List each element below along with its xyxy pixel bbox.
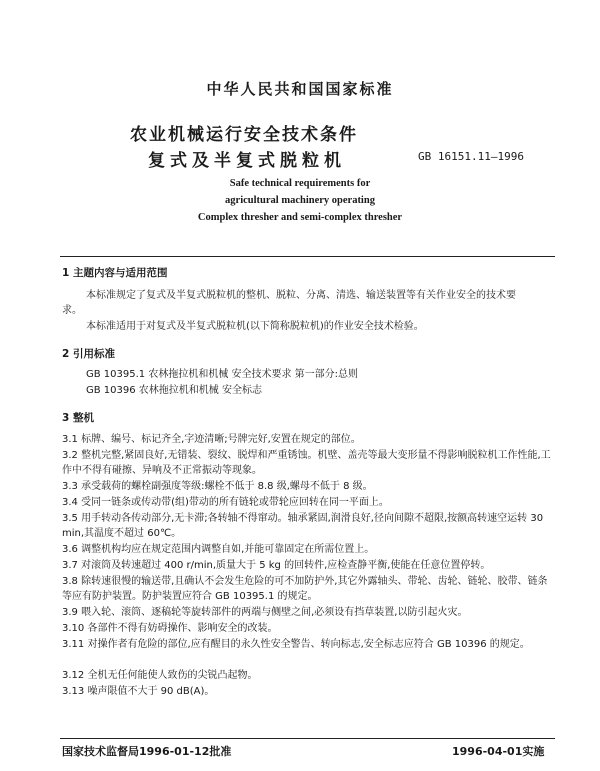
standard-code: GB 16151.11—1996 xyxy=(418,150,524,163)
section-1-para1-line1: 本标准规定了复式及半复式脱粒机的整机、脱粒、分离、清选、输送装置等有关作业安全的技术要 xyxy=(86,290,516,301)
implementation-date: 1996-04-01实施 xyxy=(452,745,545,758)
standard-title-line2: 复式及半复式脱粒机 xyxy=(148,151,346,171)
clause-3-9: 3.9 喂入轮、滚筒、逐稿轮等旋转部件的两端与侧壁之间,必须设有挡草装置,以防引起火灾。 xyxy=(62,607,468,618)
bottom-divider xyxy=(60,738,555,739)
reference-gb10396: GB 10396 农林拖拉机和机械 安全标志 xyxy=(86,385,262,396)
clause-3-1: 3.1 标牌、编号、标记齐全,字迹清晰;号牌完好,安置在规定的部位。 xyxy=(62,434,361,445)
national-standard-label: 中华人民共和国国家标准 xyxy=(206,80,394,98)
clause-3-10: 3.10 各部件不得有妨碍操作、影响安全的改装。 xyxy=(62,623,278,634)
section-2-heading: 2 引用标准 xyxy=(62,348,115,360)
clause-3-7: 3.7 对滚筒及转速超过 400 r/min,质量大于 5 kg 的回转件,应检查静平衡,使能在任意位置停转。 xyxy=(62,560,491,571)
clause-3-11: 3.11 对操作者有危险的部位,应有醒目的永久性安全警告、转向标志,安全标志应符合 GB 10396 的规定。 xyxy=(62,639,530,650)
section-3-heading: 3 整机 xyxy=(62,412,94,424)
approval-date: 国家技术监督局1996-01-12批准 xyxy=(62,745,232,758)
english-title-line2: agricultural machinery operating xyxy=(225,195,375,206)
clause-3-3: 3.3 承受载荷的螺栓副强度等级:螺栓不低于 8.8 级,螺母不低于 8 级。 xyxy=(62,481,373,492)
section-1-heading: 1 主题内容与适用范围 xyxy=(62,267,168,279)
clause-3-5: 3.5 用手转动各传动部分,无卡滞;各转轴不得窜动。轴承紧固,润滑良好,径向间隙不超限,按额高转速空运转 30 min,其温度不超过 60℃。 xyxy=(62,513,544,539)
clause-3-8: 3.8 除转速很慢的输送带,且确认不会发生危险的可不加防护外,其它外露轴头、带轮、齿轮、链轮、胶带、链条等应有防护装置。防护装置应符合 GB 10395.1 的规定。 xyxy=(62,576,548,602)
english-title-line1: Safe technical requirements for xyxy=(229,178,371,189)
section-1-para1-line2: 求。 xyxy=(62,305,82,316)
clause-3-2: 3.2 整机完整,紧固良好,无错装、裂纹、脱焊和严重锈蚀。机壁、盖壳等最大变形量不得影响脱粒机工作性能,工作中不得有碰擦、异响及不正常振动等现象。 xyxy=(62,450,551,476)
english-title-line3: Complex thresher and semi-complex thresher xyxy=(197,212,403,223)
clause-3-13: 3.13 噪声限值不大于 90 dB(A)。 xyxy=(62,686,215,697)
section-1-para2: 本标准适用于对复式及半复式脱粒机(以下简称脱粒机)的作业安全技术检验。 xyxy=(86,321,424,332)
clause-3-6: 3.6 调整机构均应在规定范围内调整自如,并能可靠固定在所需位置上。 xyxy=(62,544,375,555)
clause-3-4: 3.4 受同一链条或传动带(组)带动的所有链轮或带轮应回转在同一平面上。 xyxy=(62,497,389,508)
standard-title-line1: 农业机械运行安全技术条件 xyxy=(130,125,358,145)
clause-3-12: 3.12 全机无任何能使人致伤的尖锐凸起物。 xyxy=(62,670,258,681)
reference-gb10395: GB 10395.1 农林拖拉机和机械 安全技术要求 第一部分:总则 xyxy=(86,369,359,380)
top-divider xyxy=(60,256,555,257)
